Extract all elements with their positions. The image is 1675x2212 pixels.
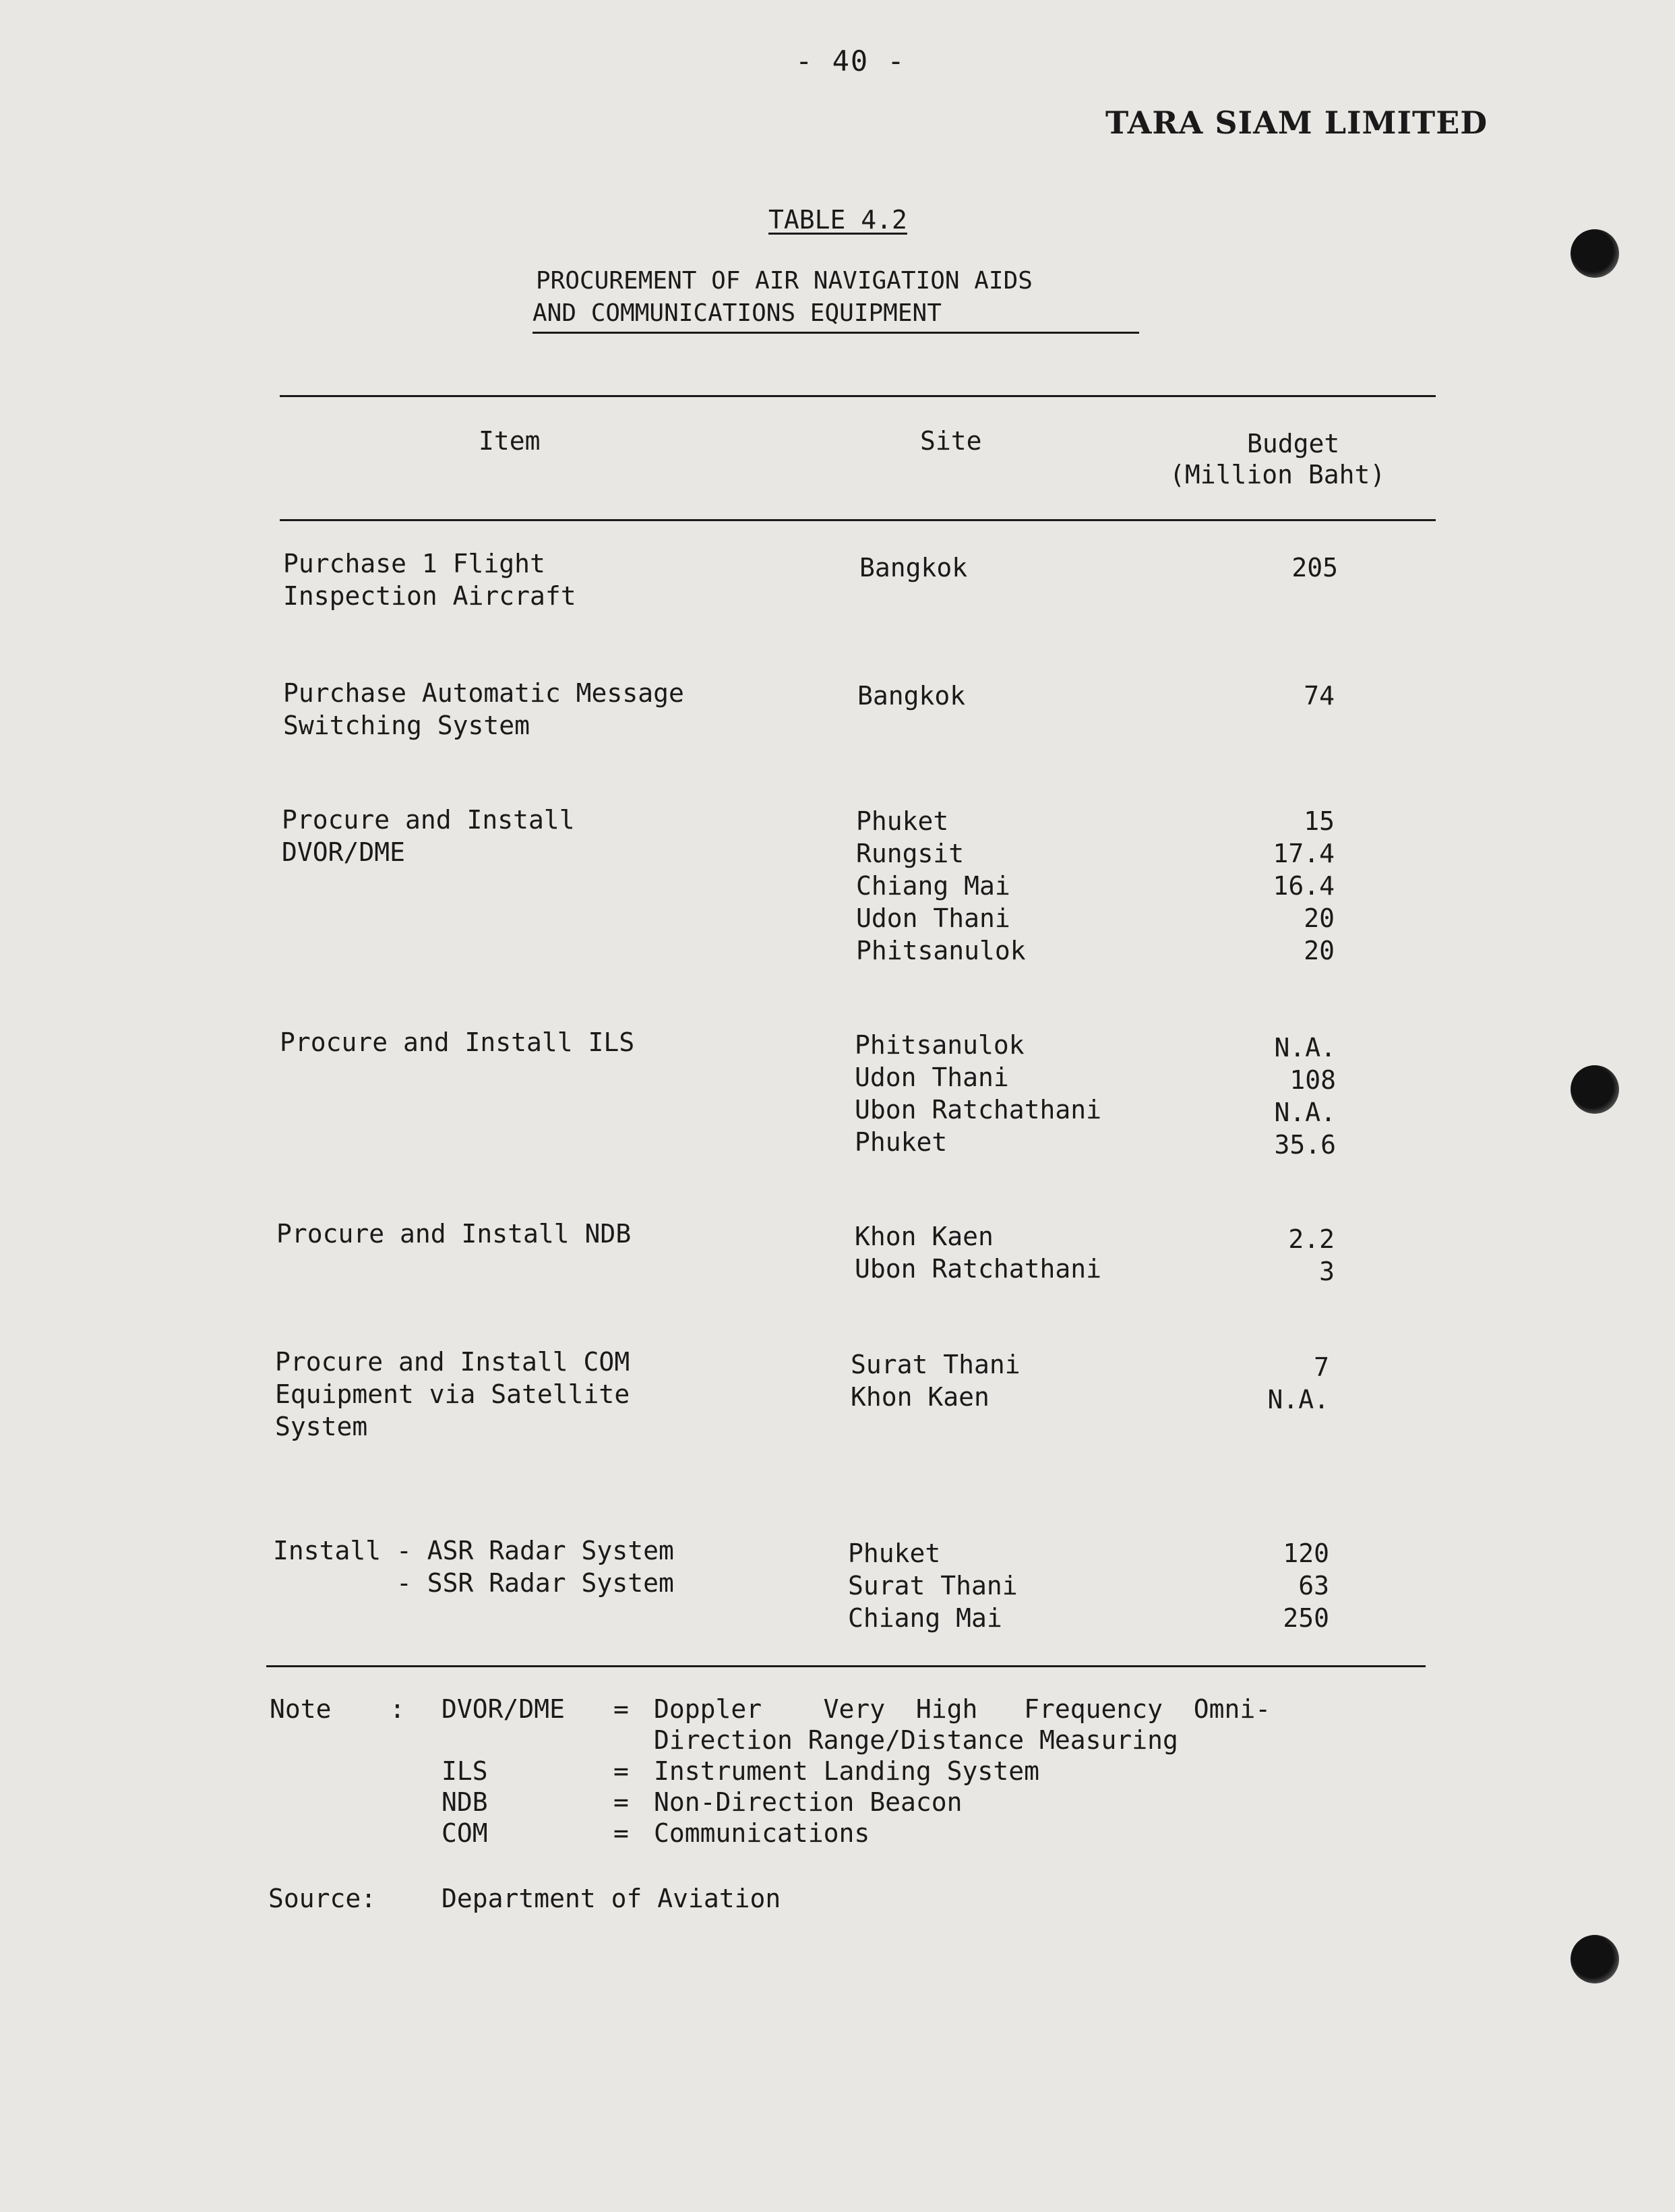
- note-abbr: ILS: [441, 1756, 488, 1786]
- company-name: TARA SIAM LIMITED: [1105, 104, 1488, 141]
- table-subtitle-line2: AND COMMUNICATIONS EQUIPMENT: [532, 299, 942, 327]
- note-definition: Non-Direction Beacon: [654, 1787, 963, 1817]
- table-bottom-rule: [266, 1665, 1426, 1667]
- row-site: Bangkok: [859, 553, 968, 582]
- source-text: Department of Aviation: [441, 1884, 781, 1913]
- note-definition: Doppler Very High Frequency Omni-: [654, 1694, 1271, 1724]
- note-equals: =: [613, 1694, 629, 1724]
- note-definition: Communications: [654, 1818, 870, 1848]
- header-item: Item: [479, 426, 541, 456]
- header-rule: [280, 519, 1436, 521]
- row-site: Surat Thani Khon Kaen: [851, 1350, 1021, 1412]
- table-top-rule: [280, 395, 1436, 397]
- row-item: Purchase 1 Flight Inspection Aircraft: [283, 549, 576, 611]
- row-item: Procure and Install ILS: [280, 1027, 635, 1057]
- note-equals: =: [613, 1756, 629, 1786]
- row-item: Procure and Install NDB: [276, 1219, 632, 1249]
- row-budget: 7 N.A.: [1267, 1352, 1329, 1414]
- header-budget: Budget: [1247, 429, 1340, 458]
- note-equals: =: [613, 1818, 629, 1848]
- header-budget-unit: (Million Baht): [1169, 460, 1386, 489]
- note-abbr: DVOR/DME: [441, 1694, 566, 1724]
- header-site: Site: [920, 426, 982, 456]
- note-definition: Instrument Landing System: [654, 1756, 1039, 1786]
- table-title: TABLE 4.2: [768, 205, 907, 235]
- punch-hole: [1571, 1935, 1619, 1983]
- subtitle-underline: [532, 332, 1139, 334]
- source-label: Source:: [268, 1884, 377, 1913]
- table-subtitle-line1: PROCUREMENT OF AIR NAVIGATION AIDS: [536, 267, 1033, 295]
- row-site: Bangkok: [857, 681, 966, 711]
- note-abbr: COM: [441, 1818, 488, 1848]
- row-site: Phuket Rungsit Chiang Mai Udon Thani Phitsanulok: [856, 806, 1026, 965]
- row-budget: 205: [1291, 553, 1338, 582]
- row-budget: 120 63 250: [1283, 1538, 1329, 1633]
- row-item: Install - ASR Radar System - SSR Radar System: [273, 1536, 674, 1598]
- punch-hole: [1571, 229, 1619, 278]
- note-equals: =: [613, 1787, 629, 1817]
- note-abbr: NDB: [441, 1787, 488, 1817]
- row-budget: 2.2 3: [1288, 1224, 1335, 1286]
- row-budget: 15 17.4 16.4 20 20: [1273, 806, 1335, 965]
- row-item: Purchase Automatic Message Switching System: [283, 678, 684, 740]
- note-colon: :: [390, 1694, 405, 1724]
- row-site: Khon Kaen Ubon Ratchathani: [855, 1222, 1102, 1284]
- page-number: - 40 -: [795, 44, 906, 78]
- row-site: Phuket Surat Thani Chiang Mai: [848, 1538, 1018, 1633]
- row-budget: 74: [1304, 681, 1335, 711]
- row-budget: N.A. 108 N.A. 35.6: [1274, 1033, 1336, 1160]
- row-site: Phitsanulok Udon Thani Ubon Ratchathani Phuket: [855, 1030, 1102, 1157]
- note-definition: Direction Range/Distance Measuring: [654, 1725, 1178, 1755]
- punch-hole: [1571, 1065, 1619, 1114]
- note-label: Note: [270, 1694, 332, 1724]
- row-item: Procure and Install COM Equipment via Satellite System: [275, 1347, 630, 1441]
- row-item: Procure and Install DVOR/DME: [282, 805, 575, 867]
